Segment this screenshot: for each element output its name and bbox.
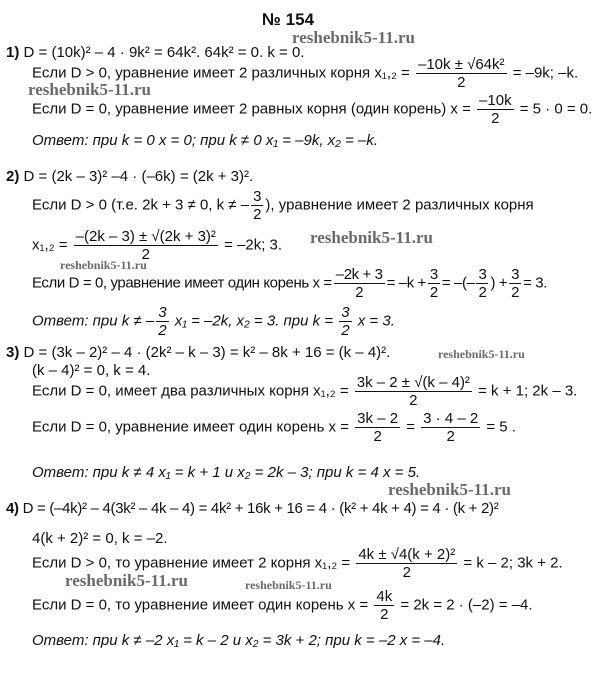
p2-l4-part: = –k + bbox=[386, 274, 426, 292]
fraction: $\frac{3}{2}$ bbox=[511, 266, 520, 301]
watermark: reshebnik5-11.ru bbox=[245, 578, 332, 592]
p3-l3-text: Если D = 0, имеет два различных корня x₁,₂ = bbox=[32, 382, 349, 400]
p4-line-2: 4(k + 2)² = 0, k = –2. bbox=[32, 530, 168, 547]
fraction: $\frac{3}{2}$ bbox=[158, 304, 167, 339]
p2-line-4 bbox=[32, 266, 547, 301]
p1-l2-result: = –9k; –k. bbox=[512, 64, 579, 82]
p4-line-1 bbox=[6, 500, 498, 518]
problem-title: № 154 bbox=[262, 10, 315, 29]
watermark: reshebnik5-11.ru bbox=[65, 571, 188, 590]
p4-discriminant: D = (–4k)² – 4(3k² – 4k – 4) = 4k² + 16k + 16 = 4 · (k² + 4k + 4) = 4 · (k + 2)² bbox=[22, 500, 499, 517]
fraction: $\frac{4k}{2}$ bbox=[376, 588, 393, 623]
p4-answer: Ответ: при k ≠ –2 x₁ = k – 2 и x₂ = 3k + 2; при k = –2 x = –4. bbox=[32, 632, 446, 649]
fraction: $\frac{\text{4k ± √4(k + 2)²}}{2}$ bbox=[358, 546, 456, 581]
p2-l4-part: = –(– bbox=[441, 274, 475, 292]
p2-line-3 bbox=[32, 228, 282, 263]
p1-l3-text: Если D = 0, уравнение имеет 2 равных корня (один корень) x = bbox=[32, 100, 471, 118]
fraction: $\frac{3}{2}$ bbox=[429, 266, 438, 301]
p1-line-2 bbox=[32, 56, 578, 91]
p4-l4-result: = 2k = 2 · (–2) = –4. bbox=[400, 596, 533, 614]
p3-line-4 bbox=[32, 410, 516, 445]
p3-l4-part: = 5 . bbox=[486, 418, 516, 436]
p2-l4-part: ) + bbox=[490, 274, 508, 292]
p4-line-3 bbox=[32, 546, 563, 581]
watermark: reshebnik5-11.ru bbox=[60, 258, 147, 272]
p3-number: 3) bbox=[6, 344, 20, 361]
p2-answer bbox=[32, 304, 395, 339]
p3-l4-text: Если D = 0, уравнение имеет один корень x = bbox=[32, 418, 349, 436]
p4-number: 4) bbox=[6, 500, 19, 517]
p2-number: 2) bbox=[6, 168, 20, 185]
watermark: reshebnik5-11.ru bbox=[438, 347, 525, 361]
p4-l3-result: = k – 2; 3k + 2. bbox=[463, 554, 563, 572]
p2-l3-text: x₁,₂ = bbox=[32, 236, 68, 254]
p1-answer: Ответ: при k = 0 x = 0; при k ≠ 0 x₁ = –9k, x₂ = –k. bbox=[32, 132, 379, 149]
p3-line-2: (k – 4)² = 0, k = 4. bbox=[32, 362, 151, 379]
p1-number: 1) bbox=[6, 44, 20, 61]
fraction: $\frac{\text{–(2k – 3) ± √(2k + 3)²}}{2}$ bbox=[75, 228, 216, 263]
fraction: $\frac{-10k}{2}$ bbox=[479, 92, 512, 127]
p4-line-4 bbox=[32, 588, 533, 623]
p3-line-1 bbox=[6, 344, 390, 362]
p1-l3-result: = 5 · 0 = 0. bbox=[519, 100, 593, 118]
p1-l2-text: Если D > 0, уравнение имеет 2 различных корня x₁,₂ = bbox=[32, 64, 410, 82]
p3-line-3 bbox=[32, 374, 577, 409]
p2-ans-part: x₁ = –2k, x₂ = 3. при k = bbox=[174, 312, 334, 330]
fraction: $\frac{\text{–10k ± √64k²}}{2}$ bbox=[418, 56, 505, 91]
p2-l4-part: = 3. bbox=[523, 274, 547, 292]
p3-l4-part: = bbox=[406, 418, 415, 436]
p1-line-3 bbox=[32, 92, 592, 127]
fraction: $\frac{3}{2}$ bbox=[253, 188, 262, 223]
fraction: $\frac{3k - 2}{2}$ bbox=[357, 410, 399, 445]
p3-l3-result: = k + 1; 2k – 3. bbox=[478, 382, 578, 400]
p2-ans-part: x = 3. bbox=[357, 312, 395, 330]
fraction: $\frac{3}{2}$ bbox=[478, 266, 487, 301]
p2-l4-text: Если D = 0, уравнение имеет один корень x = bbox=[32, 274, 332, 292]
p2-discriminant: D = (2k – 3)² –4 · (–6k) = (2k + 3)². bbox=[23, 168, 254, 185]
watermark: reshebnik5-11.ru bbox=[310, 228, 433, 247]
fraction: $\frac{-2k + 3}{2}$ bbox=[335, 266, 383, 301]
p2-l3-result: = –2k; 3. bbox=[224, 236, 283, 254]
watermark: reshebnik5-11.ru bbox=[292, 28, 415, 47]
p2-l2-text: Если D > 0 (т.е. 2k + 3 ≠ 0, k ≠ – bbox=[32, 196, 250, 214]
p2-l2-rest: ), уравнение имеет 2 различных корня bbox=[265, 196, 534, 214]
p4-l4-text: Если D = 0, то уравнение имеет один корень x = bbox=[32, 596, 369, 614]
fraction: $\frac{3}{2}$ bbox=[341, 304, 350, 339]
p2-line-1 bbox=[6, 168, 253, 186]
p1-discriminant: D = (10k)² – 4 · 9k² = 64k². 64k² = 0. k = 0. bbox=[23, 44, 305, 61]
p3-answer: Ответ: при k ≠ 4 x₁ = k + 1 и x₂ = 2k – 3; при k = 4 x = 5. bbox=[32, 464, 421, 481]
watermark: reshebnik5-11.ru bbox=[388, 480, 511, 499]
p4-l3-text: Если D > 0, то уравнение имеет 2 корня x₁,₂ = bbox=[32, 554, 351, 572]
p2-line-2 bbox=[32, 188, 534, 223]
p3-discriminant: D = (3k – 2)² – 4 · (2k² – k – 3) = k² – 8k + 16 = (k – 4)². bbox=[23, 344, 391, 361]
fraction: $\frac{\text{3k – 2 ± √(k – 4)²}}{2}$ bbox=[356, 374, 470, 409]
watermark: reshebnik5-11.ru bbox=[28, 80, 151, 99]
fraction: $\frac{3 \cdot 4 - 2}{2}$ bbox=[423, 410, 479, 445]
p2-ans-part: Ответ: при k ≠ – bbox=[32, 312, 155, 330]
